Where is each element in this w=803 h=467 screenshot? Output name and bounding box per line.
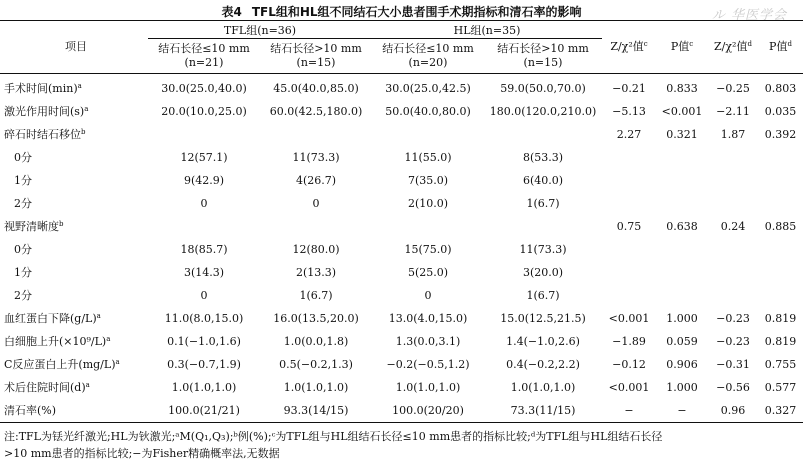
stat-value-cell: − [624, 403, 634, 417]
stat-value-cell: 2.27 [616, 127, 642, 141]
group-value-cell: 0.3(−0.7,1.9) [167, 357, 241, 371]
stat-value-cell [758, 192, 803, 215]
group-value-cell: 1.0(0.0,1.8) [283, 334, 349, 348]
table-row [0, 330, 803, 353]
group-value-cell [148, 215, 260, 238]
group-value-cell: 100.0(20/20) [392, 403, 464, 417]
table-row [0, 215, 803, 238]
group-value-cell: 50.0(40.0,80.0) [385, 104, 471, 118]
row-label: 白细胞上升$(\times 10^9/L)^a$ [4, 334, 111, 348]
header-z1: Z/χ²值$^c$ [610, 40, 648, 53]
stat-value-cell [758, 146, 803, 169]
table-row [0, 74, 803, 101]
stat-value-cell: 0.638 [666, 219, 698, 233]
stat-value-cell: <0.001 [661, 104, 703, 118]
group-value-cell: 12(57.1) [180, 150, 228, 164]
group-value-cell: 20.0(10.0,25.0) [161, 104, 247, 118]
group-value-cell: 45.0(40.0,85.0) [273, 81, 359, 95]
header-hl-gt10: 结石长径>10 mm [497, 42, 589, 55]
row-label: 视野清晰度$^b$ [4, 219, 64, 233]
row-label: 0分 [14, 150, 32, 164]
table-row [0, 307, 803, 330]
stat-value-cell: −0.23 [716, 334, 750, 348]
stat-value-cell: 0.885 [764, 219, 797, 233]
stat-value-cell [758, 238, 803, 261]
stat-value-cell: 0.24 [720, 219, 746, 233]
stat-value-cell: −5.13 [612, 104, 646, 118]
stat-value-cell: −1.89 [612, 334, 646, 348]
table-row [0, 100, 803, 123]
group-value-cell [148, 123, 260, 146]
group-value-cell: 60.0(42.5,180.0) [269, 104, 363, 118]
stat-value-cell [656, 146, 708, 169]
stat-value-cell: 0.96 [720, 403, 746, 417]
stat-value-cell [708, 284, 758, 307]
row-label: 清石率(%) [4, 403, 57, 417]
group-value-cell: 15.0(12.5,21.5) [500, 311, 586, 325]
stat-value-cell: 0.577 [764, 380, 797, 394]
table-title [0, 0, 803, 19]
stat-value-cell [656, 261, 708, 284]
stat-value-cell [602, 261, 656, 284]
table-footnote [0, 428, 803, 462]
group-value-cell: 1(6.7) [299, 288, 333, 302]
row-label: C反应蛋白上升$(mg/L)^a$ [4, 357, 120, 371]
stat-value-cell: −0.21 [612, 81, 646, 95]
group-value-cell [484, 215, 602, 238]
stat-value-cell: −0.31 [716, 357, 750, 371]
group-value-cell: 11(73.3) [292, 150, 340, 164]
group-value-cell [260, 123, 372, 146]
header-tfl-gt10: 结石长径>10 mm [270, 42, 362, 55]
row-label: 碎石时结石移位$^b$ [4, 127, 86, 141]
group-value-cell: 59.0(50.0,70.0) [500, 81, 586, 95]
stat-value-cell [656, 169, 708, 192]
table-body [0, 74, 803, 423]
group-value-cell [372, 215, 484, 238]
group-value-cell: 7(35.0) [407, 173, 449, 187]
group-value-cell: 2(13.3) [295, 265, 337, 279]
stat-value-cell [708, 238, 758, 261]
group-value-cell: 1.0(1.0,1.0) [395, 380, 461, 394]
row-label: 术后住院时间$(d)^a$ [4, 380, 90, 394]
header-item: 项目 [65, 40, 87, 53]
header-p1: P值$^c$ [670, 40, 694, 53]
footnote-line-2: >10 mm患者的指标比较;−为Fisher精确概率法,无数据 [4, 447, 280, 460]
row-label: 手术时间$(\min)^a$ [4, 81, 82, 95]
stat-value-cell: <0.001 [608, 380, 650, 394]
group-value-cell: 93.3(14/15) [283, 403, 349, 417]
stat-value-cell: 0.755 [764, 357, 797, 371]
group-value-cell: 18(85.7) [180, 242, 228, 256]
group-value-cell: 3(20.0) [522, 265, 564, 279]
group-value-cell: 6(40.0) [522, 173, 564, 187]
stat-value-cell: −0.12 [612, 357, 646, 371]
stat-value-cell: 0.035 [764, 104, 797, 118]
table-row [0, 376, 803, 399]
group-value-cell [260, 215, 372, 238]
stat-value-cell: −0.25 [716, 81, 750, 95]
stat-value-cell [602, 192, 656, 215]
group-value-cell: 30.0(25.0,40.0) [161, 81, 247, 95]
group-value-cell: 0.4(−0.2,2.2) [506, 357, 580, 371]
header-hl-le10: 结石长径≤10 mm [382, 42, 474, 55]
group-value-cell: 11(73.3) [519, 242, 567, 256]
stat-value-cell: 0.392 [764, 127, 797, 141]
stat-value-cell [758, 169, 803, 192]
group-value-cell: 1.3(0.0,3.1) [395, 334, 461, 348]
group-value-cell: 8(53.3) [522, 150, 564, 164]
row-label: 血红蛋白下降$(g/L)^a$ [4, 311, 101, 325]
group-value-cell: 0.1(−1.0,1.6) [167, 334, 241, 348]
stat-value-cell [656, 284, 708, 307]
group-value-cell: 1.4(−1.0,2.6) [506, 334, 580, 348]
stat-value-cell: 0.059 [666, 334, 698, 348]
group-value-cell: 0 [200, 288, 208, 302]
stat-value-cell [656, 192, 708, 215]
stat-value-cell [602, 146, 656, 169]
stat-value-cell: 0.819 [764, 334, 797, 348]
row-label: 激光作用时间$(s)^a$ [4, 104, 89, 118]
group-value-cell: 30.0(25.0,42.5) [385, 81, 471, 95]
stat-value-cell [708, 261, 758, 284]
group-value-cell: 1(6.7) [526, 288, 560, 302]
stat-value-cell [708, 169, 758, 192]
group-value-cell: 12(80.0) [292, 242, 340, 256]
table-row [0, 123, 803, 146]
group-value-cell: 1.0(1.0,1.0) [283, 380, 349, 394]
header-n21: (n=21) [184, 56, 224, 69]
stat-value-cell: 0.833 [666, 81, 698, 95]
stat-value-cell [602, 169, 656, 192]
table-row [0, 238, 803, 261]
group-value-cell: 2(10.0) [407, 196, 449, 210]
group-value-cell: 16.0(13.5,20.0) [273, 311, 359, 325]
header-p2: P值$^d$ [769, 40, 792, 53]
stat-value-cell: <0.001 [608, 311, 650, 325]
row-label: 1分 [14, 173, 32, 187]
footnote-line-1: 注:TFL为铥光纤激光;HL为钬激光;ᵃM(Q₁,Q₃);ᵇ例(%);ᶜ为TFL组与HL组结石长径≤10 mm患者的指标比较;ᵈ为TFL组与HL组结石长径 [4, 430, 663, 443]
stat-value-cell: 0.803 [764, 81, 797, 95]
header-n20: (n=20) [408, 56, 448, 69]
stat-value-cell: −2.11 [716, 104, 750, 118]
header-tfl-group: TFL组(n=36) [148, 21, 372, 39]
group-value-cell: 0 [424, 288, 432, 302]
watermark-logo: ル 华医学会 [711, 8, 787, 23]
stat-value-cell: 0.75 [616, 219, 642, 233]
row-label: 2分 [14, 196, 32, 210]
stat-value-cell: 1.000 [666, 311, 698, 325]
header-n15b: (n=15) [523, 56, 563, 69]
group-value-cell: 73.3(11/15) [510, 403, 576, 417]
group-value-cell: 5(25.0) [407, 265, 449, 279]
group-value-cell: 4(26.7) [295, 173, 337, 187]
table-row [0, 146, 803, 169]
group-value-cell [484, 123, 602, 146]
row-label: 2分 [14, 288, 32, 302]
table-row [0, 192, 803, 215]
group-value-cell: 0 [312, 196, 320, 210]
stat-value-cell: 0.819 [764, 311, 797, 325]
stat-value-cell: −0.23 [716, 311, 750, 325]
stat-value-cell [602, 284, 656, 307]
table-title-text: TFL组和HL组不同结石大小患者围手术期指标和清石率的影响 [251, 5, 582, 19]
group-value-cell: 13.0(4.0,15.0) [388, 311, 468, 325]
group-value-cell: 1(6.7) [526, 196, 560, 210]
group-value-cell: 11(55.0) [404, 150, 452, 164]
stat-value-cell [656, 238, 708, 261]
group-value-cell: 11.0(8.0,15.0) [164, 311, 244, 325]
stat-value-cell: 0.906 [666, 357, 698, 371]
stat-value-cell [708, 146, 758, 169]
table-number: 表4 [221, 5, 242, 19]
table-row [0, 353, 803, 376]
stat-value-cell [602, 238, 656, 261]
stat-value-cell [708, 192, 758, 215]
header-n15a: (n=15) [296, 56, 336, 69]
group-value-cell: 180.0(120.0,210.0) [489, 104, 597, 118]
group-value-cell: 0.5(−0.2,1.3) [279, 357, 353, 371]
table-row [0, 261, 803, 284]
table-row [0, 399, 803, 423]
group-value-cell: 1.0(1.0,1.0) [510, 380, 576, 394]
table-row [0, 169, 803, 192]
row-label: 1分 [14, 265, 32, 279]
table-row [0, 284, 803, 307]
stat-value-cell: 0.327 [764, 403, 797, 417]
group-value-cell: 9(42.9) [183, 173, 225, 187]
header-hl-group: HL组(n=35) [372, 21, 602, 39]
stat-value-cell: 0.321 [666, 127, 698, 141]
row-label: 0分 [14, 242, 32, 256]
header-z2: Z/χ²值$^d$ [714, 40, 752, 53]
group-value-cell: 100.0(21/21) [168, 403, 240, 417]
group-value-cell [372, 123, 484, 146]
group-value-cell: −0.2(−0.5,1.2) [386, 357, 470, 371]
group-value-cell: 15(75.0) [404, 242, 452, 256]
header-tfl-le10: 结石长径≤10 mm [158, 42, 250, 55]
stat-value-cell: 1.000 [666, 380, 698, 394]
stat-value-cell: 1.87 [720, 127, 746, 141]
stat-value-cell [758, 284, 803, 307]
group-value-cell: 1.0(1.0,1.0) [171, 380, 237, 394]
results-table [0, 20, 803, 423]
stat-value-cell: −0.56 [716, 380, 750, 394]
stat-value-cell: − [677, 403, 687, 417]
group-value-cell: 0 [200, 196, 208, 210]
stat-value-cell [758, 261, 803, 284]
group-value-cell: 3(14.3) [183, 265, 225, 279]
